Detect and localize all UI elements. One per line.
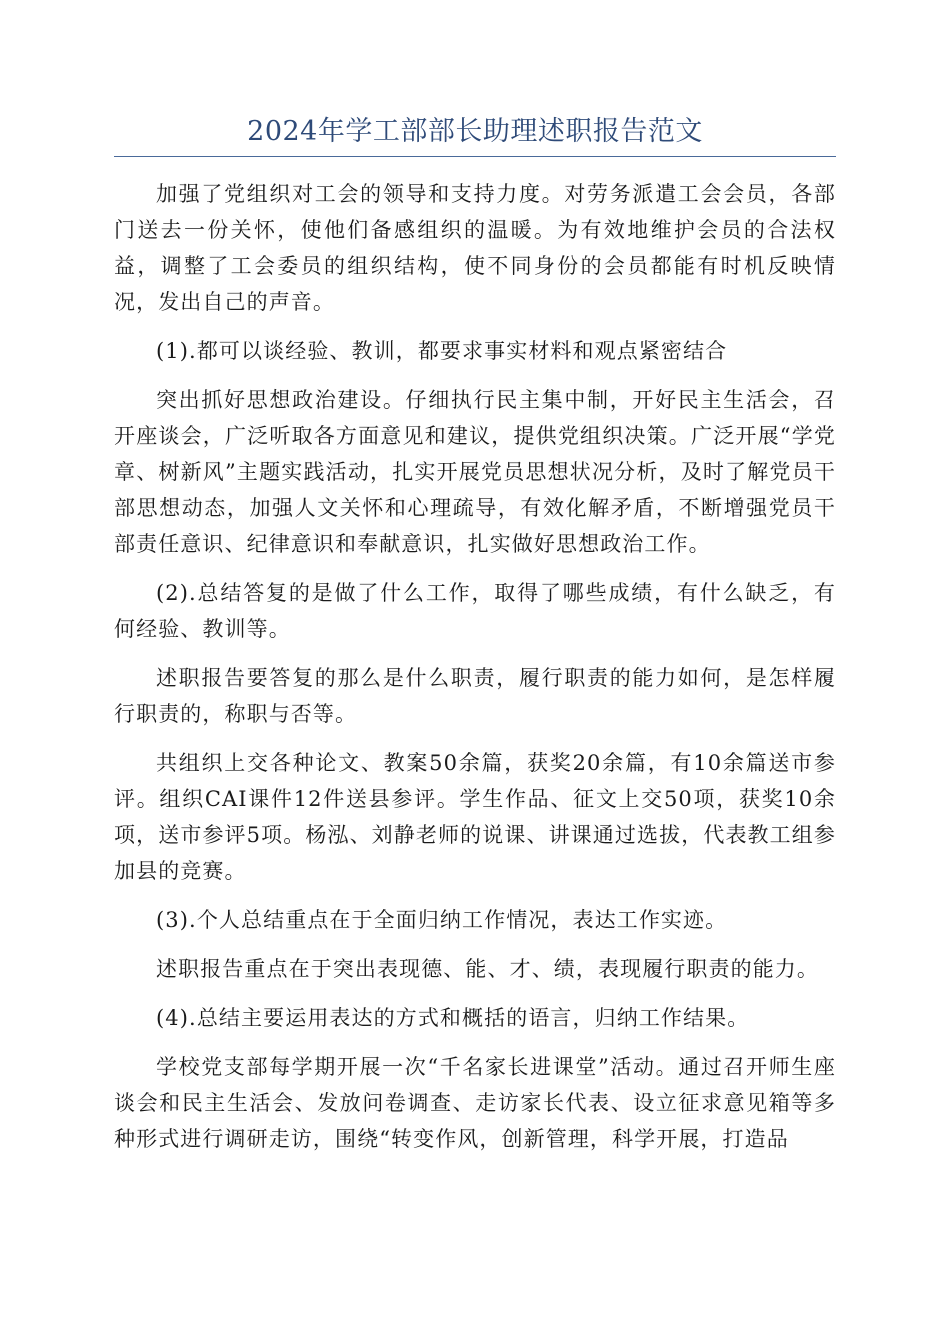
document-body bbox=[114, 176, 836, 1170]
paragraph-6: 共组织上交各种论文、教案50余篇，获奖20余篇，有10余篇送市参评。组织CAI课件12件送县参评。学生作品、征文上交50项，获奖10余项，送市参评5项。杨泓、刘静老师的说课、讲课通过选拔，代表教工组参加县的竞赛。 bbox=[114, 751, 836, 883]
paragraph-2: (1).都可以谈经验、教训，都要求事实材料和观点紧密结合 bbox=[156, 339, 728, 363]
paragraph-8: 述职报告重点在于突出表现德、能、才、绩，表现履行职责的能力。 bbox=[156, 957, 819, 981]
paragraph-4: (2).总结答复的是做了什么工作，取得了哪些成绩，有什么缺乏，有何经验、教训等。 bbox=[114, 581, 836, 641]
paragraph-3: 突出抓好思想政治建设。仔细执行民主集中制，开好民主生活会，召开座谈会，广泛听取各方面意见和建议，提供党组织决策。广泛开展“学党章、树新风”主题实践活动，扎实开展党员思想状况分析，及时了解党员干部思想动态，加强人文关怀和心理疏导，有效化解矛盾，不断增强党员干部责任意识、纪律意识和奉献意识，扎实做好思想政治工作。 bbox=[114, 388, 836, 556]
title-underline-rule bbox=[114, 112, 836, 157]
paragraph-1: 加强了党组织对工会的领导和支持力度。对劳务派遣工会会员，各部门送去一份关怀，使他们备感组织的温暖。为有效地维护会员的合法权益，调整了工会委员的组织结构，使不同身份的会员都能有时机反映情况，发出自己的声音。 bbox=[114, 182, 836, 314]
paragraph-5: 述职报告要答复的那么是什么职责，履行职责的能力如何，是怎样履行职责的，称职与否等。 bbox=[114, 666, 836, 726]
paragraph-9: (4).总结主要运用表达的方式和概括的语言，归纳工作结果。 bbox=[156, 1006, 750, 1030]
document-title: 2024年学工部部长助理述职报告范文 bbox=[247, 116, 703, 147]
paragraph-10: 学校党支部每学期开展一次“千名家长进课堂”活动。通过召开师生座谈会和民主生活会、发放问卷调查、走访家长代表、设立征求意见箱等多种形式进行调研走访，围绕“转变作风，创新管理，科学开展，打造品 bbox=[114, 1055, 836, 1151]
paragraph-7: (3).个人总结重点在于全面归纳工作情况，表达工作实迹。 bbox=[156, 908, 728, 932]
